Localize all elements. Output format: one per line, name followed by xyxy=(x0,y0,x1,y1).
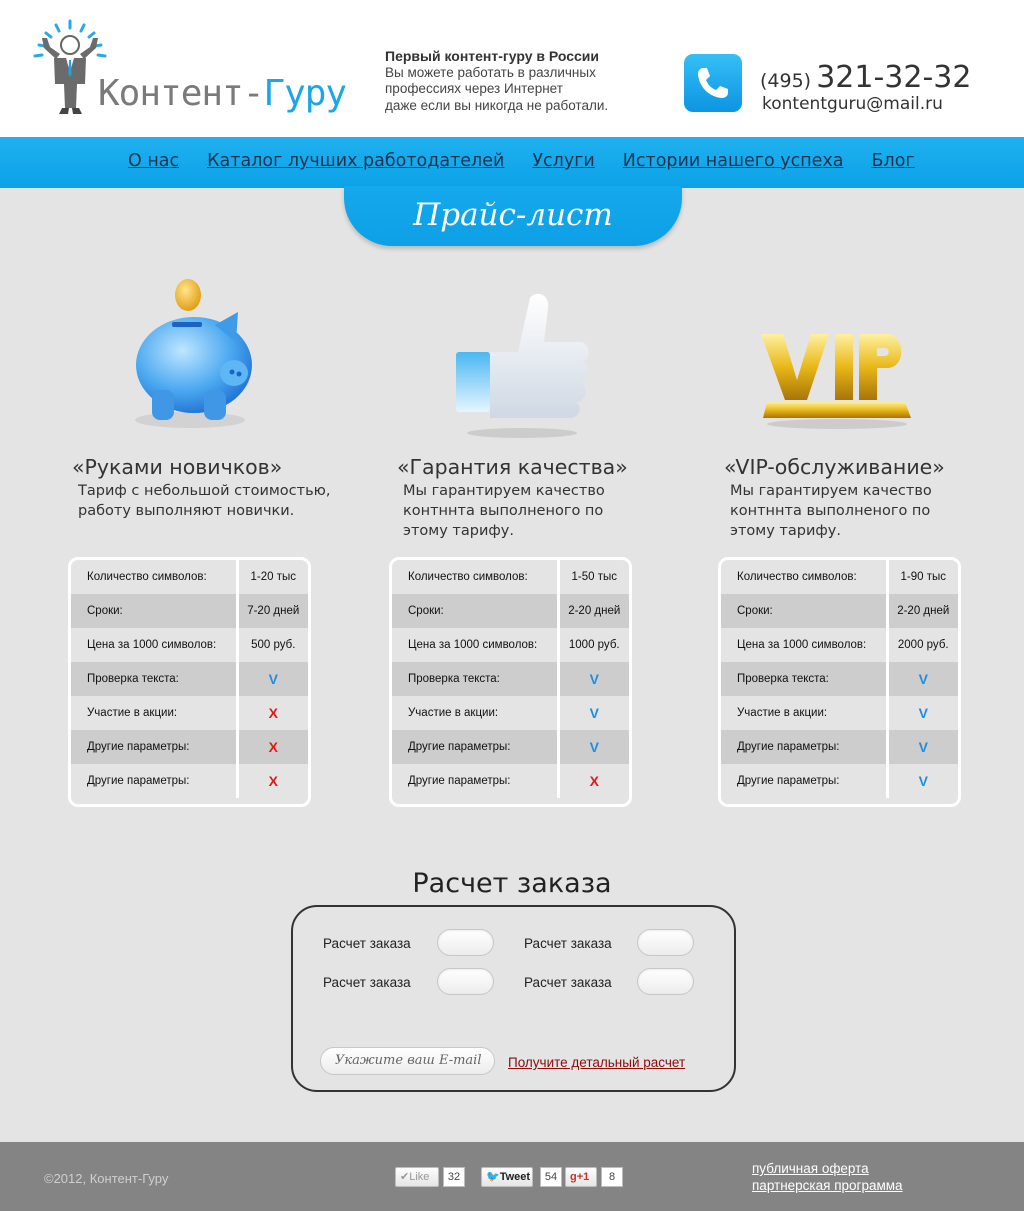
logo-text xyxy=(98,73,346,114)
table-row xyxy=(71,560,308,594)
table-row xyxy=(71,730,308,764)
table-row xyxy=(721,730,958,764)
plan-description-line: Мы гарантируем качество xyxy=(730,483,932,499)
table-row xyxy=(392,628,629,662)
check-icon: V xyxy=(918,773,928,789)
plan-description xyxy=(72,481,372,521)
twitter-icon: 🐦 xyxy=(486,1171,500,1183)
plan-description xyxy=(724,481,1024,541)
phone-icon xyxy=(684,54,742,112)
tweet-button[interactable] xyxy=(481,1167,533,1187)
table-row xyxy=(71,764,308,798)
plan-title: «VIP-обслуживание» xyxy=(724,455,945,479)
phone-digits: 321-32-32 xyxy=(816,60,972,95)
table-row xyxy=(721,662,958,696)
row-value: 500 руб. xyxy=(251,639,296,651)
row-label: Цена за 1000 символов: xyxy=(392,628,558,662)
row-label: Проверка текста: xyxy=(392,662,558,696)
row-label: Цена за 1000 символов: xyxy=(71,628,237,662)
table-row xyxy=(721,764,958,798)
row-label: Другие параметры: xyxy=(721,764,887,798)
check-icon: V xyxy=(558,662,629,696)
google-plus-count: 8 xyxy=(601,1167,623,1187)
order-field-label: Расчет заказа xyxy=(524,975,612,990)
order-field-label: Расчет заказа xyxy=(524,936,612,951)
table-row xyxy=(392,594,629,628)
row-label: Цена за 1000 символов: xyxy=(721,628,887,662)
table-row xyxy=(721,560,958,594)
main-nav xyxy=(0,137,1024,188)
plan-title: «Гарантия качества» xyxy=(397,455,628,479)
order-input[interactable] xyxy=(637,929,694,956)
like-icon: ✔ xyxy=(400,1171,410,1183)
cross-icon: X xyxy=(237,730,308,764)
row-label: Другие параметры: xyxy=(71,764,237,798)
table-row xyxy=(71,594,308,628)
row-label: Сроки: xyxy=(721,594,887,628)
logo-text-part2: Гуру xyxy=(263,73,347,114)
nav-item-blog[interactable]: Блог xyxy=(871,151,915,171)
check-icon: V xyxy=(887,662,958,696)
row-value: 1-20 тыс xyxy=(250,571,296,583)
contact-email[interactable]: kontentguru@mail.ru xyxy=(762,94,943,114)
check-icon: V xyxy=(918,705,928,721)
check-icon: V xyxy=(589,705,599,721)
public-offer-link[interactable]: публичная оферта xyxy=(752,1161,869,1176)
plan-description-line: контннта выполненого по xyxy=(403,503,604,519)
cross-icon: X xyxy=(268,773,278,789)
row-label: Участие в акции: xyxy=(71,696,237,730)
table-row xyxy=(392,696,629,730)
plan-description-line: контннта выполненого по xyxy=(730,503,931,519)
tagline-title: Первый контент-гуру в России xyxy=(385,48,600,64)
tab-price-list-label: Прайс-лист xyxy=(413,197,613,233)
like-label: Like xyxy=(409,1171,430,1183)
like-count: 32 xyxy=(443,1167,465,1187)
check-icon: V xyxy=(558,730,629,764)
footer-links xyxy=(752,1160,903,1194)
table-row xyxy=(721,594,958,628)
phone-code: (495) xyxy=(760,70,812,92)
phone-number xyxy=(760,60,971,95)
row-value: 2-20 дней xyxy=(558,594,629,628)
tagline-line: даже если вы никогда не работали. xyxy=(385,97,609,113)
cross-icon: X xyxy=(268,705,278,721)
row-label: Количество символов: xyxy=(392,560,558,594)
order-input[interactable] xyxy=(637,968,694,995)
get-detailed-estimate-link[interactable]: Получите детальный расчет xyxy=(508,1055,686,1070)
row-label: Сроки: xyxy=(71,594,237,628)
order-input[interactable] xyxy=(437,929,494,956)
row-value: 1-90 тыс xyxy=(900,571,946,583)
row-label: Другие параметры: xyxy=(392,730,558,764)
table-row xyxy=(392,662,629,696)
row-label: Количество символов: xyxy=(71,560,237,594)
price-table xyxy=(389,557,632,807)
tagline-line: Вы можете работать в различных xyxy=(385,64,596,80)
nav-item-employers-catalog[interactable]: Каталог лучших работодателей xyxy=(207,151,505,171)
table-row xyxy=(392,730,629,764)
row-value: 1-50 тыс xyxy=(571,571,617,583)
tagline-line: профессиях через Интернет xyxy=(385,81,563,96)
tagline xyxy=(385,48,655,114)
email-input[interactable]: Укажите ваш E-mail xyxy=(320,1047,495,1075)
google-plus-label: +1 xyxy=(576,1171,590,1183)
table-row xyxy=(721,696,958,730)
table-row xyxy=(392,764,629,798)
row-value: 7-20 дней xyxy=(237,594,308,628)
order-field-label: Расчет заказа xyxy=(323,975,411,990)
thumbs-up-icon xyxy=(440,290,590,440)
nav-item-success-stories[interactable]: Истории нашего успеха xyxy=(622,151,844,171)
table-row xyxy=(71,662,308,696)
row-label: Другие параметры: xyxy=(71,730,237,764)
header xyxy=(0,0,1024,137)
copyright: ©2012, Контент-Гуру xyxy=(44,1171,169,1186)
check-icon: V xyxy=(887,730,958,764)
plan-description-line: Тариф с небольшой стоимостью, xyxy=(78,483,331,499)
table-row xyxy=(721,628,958,662)
order-field-label: Расчет заказа xyxy=(323,936,411,951)
tweet-label: Tweet xyxy=(499,1171,531,1183)
tab-price-list[interactable] xyxy=(344,186,682,246)
plan-beginners xyxy=(72,455,372,521)
cross-icon: X xyxy=(589,773,599,789)
row-value: 2000 руб. xyxy=(897,639,949,651)
plan-description xyxy=(397,481,697,541)
plan-description-line: работу выполняют новички. xyxy=(78,503,295,519)
table-row xyxy=(71,628,308,662)
vip-icon xyxy=(755,320,915,430)
row-label: Другие параметры: xyxy=(721,730,887,764)
footer xyxy=(0,1142,1024,1211)
partner-program-link[interactable]: партнерская программа xyxy=(752,1178,903,1193)
plan-description-line: Мы гарантируем качество xyxy=(403,483,605,499)
row-label: Проверка текста: xyxy=(71,662,237,696)
logo[interactable] xyxy=(30,18,350,118)
plan-title: «Руками новичков» xyxy=(72,455,283,479)
like-button[interactable] xyxy=(395,1167,439,1187)
row-label: Участие в акции: xyxy=(721,696,887,730)
google-plus-icon: g xyxy=(570,1171,577,1183)
row-label: Сроки: xyxy=(392,594,558,628)
plan-description-line: этому тарифу. xyxy=(730,523,841,539)
row-value: 2-20 дней xyxy=(887,594,958,628)
nav-item-about[interactable]: О нас xyxy=(128,151,180,171)
order-title: Расчет заказа xyxy=(412,868,612,899)
check-icon: V xyxy=(237,662,308,696)
nav-item-services[interactable]: Услуги xyxy=(532,151,595,171)
piggy-bank-icon xyxy=(120,270,260,440)
row-label: Количество символов: xyxy=(721,560,887,594)
logo-text-part1: Контент- xyxy=(98,73,264,114)
table-row xyxy=(71,696,308,730)
row-label: Проверка текста: xyxy=(721,662,887,696)
row-label: Участие в акции: xyxy=(392,696,558,730)
plan-quality-guarantee xyxy=(397,455,697,541)
plan-vip xyxy=(724,455,1024,541)
price-table xyxy=(718,557,961,807)
google-plus-button[interactable] xyxy=(565,1167,597,1187)
plan-description-line: этому тарифу. xyxy=(403,523,514,539)
price-table xyxy=(68,557,311,807)
order-input[interactable] xyxy=(437,968,494,995)
tweet-count: 54 xyxy=(540,1167,562,1187)
row-label: Другие параметры: xyxy=(392,764,558,798)
row-value: 1000 руб. xyxy=(568,639,620,651)
table-row xyxy=(392,560,629,594)
